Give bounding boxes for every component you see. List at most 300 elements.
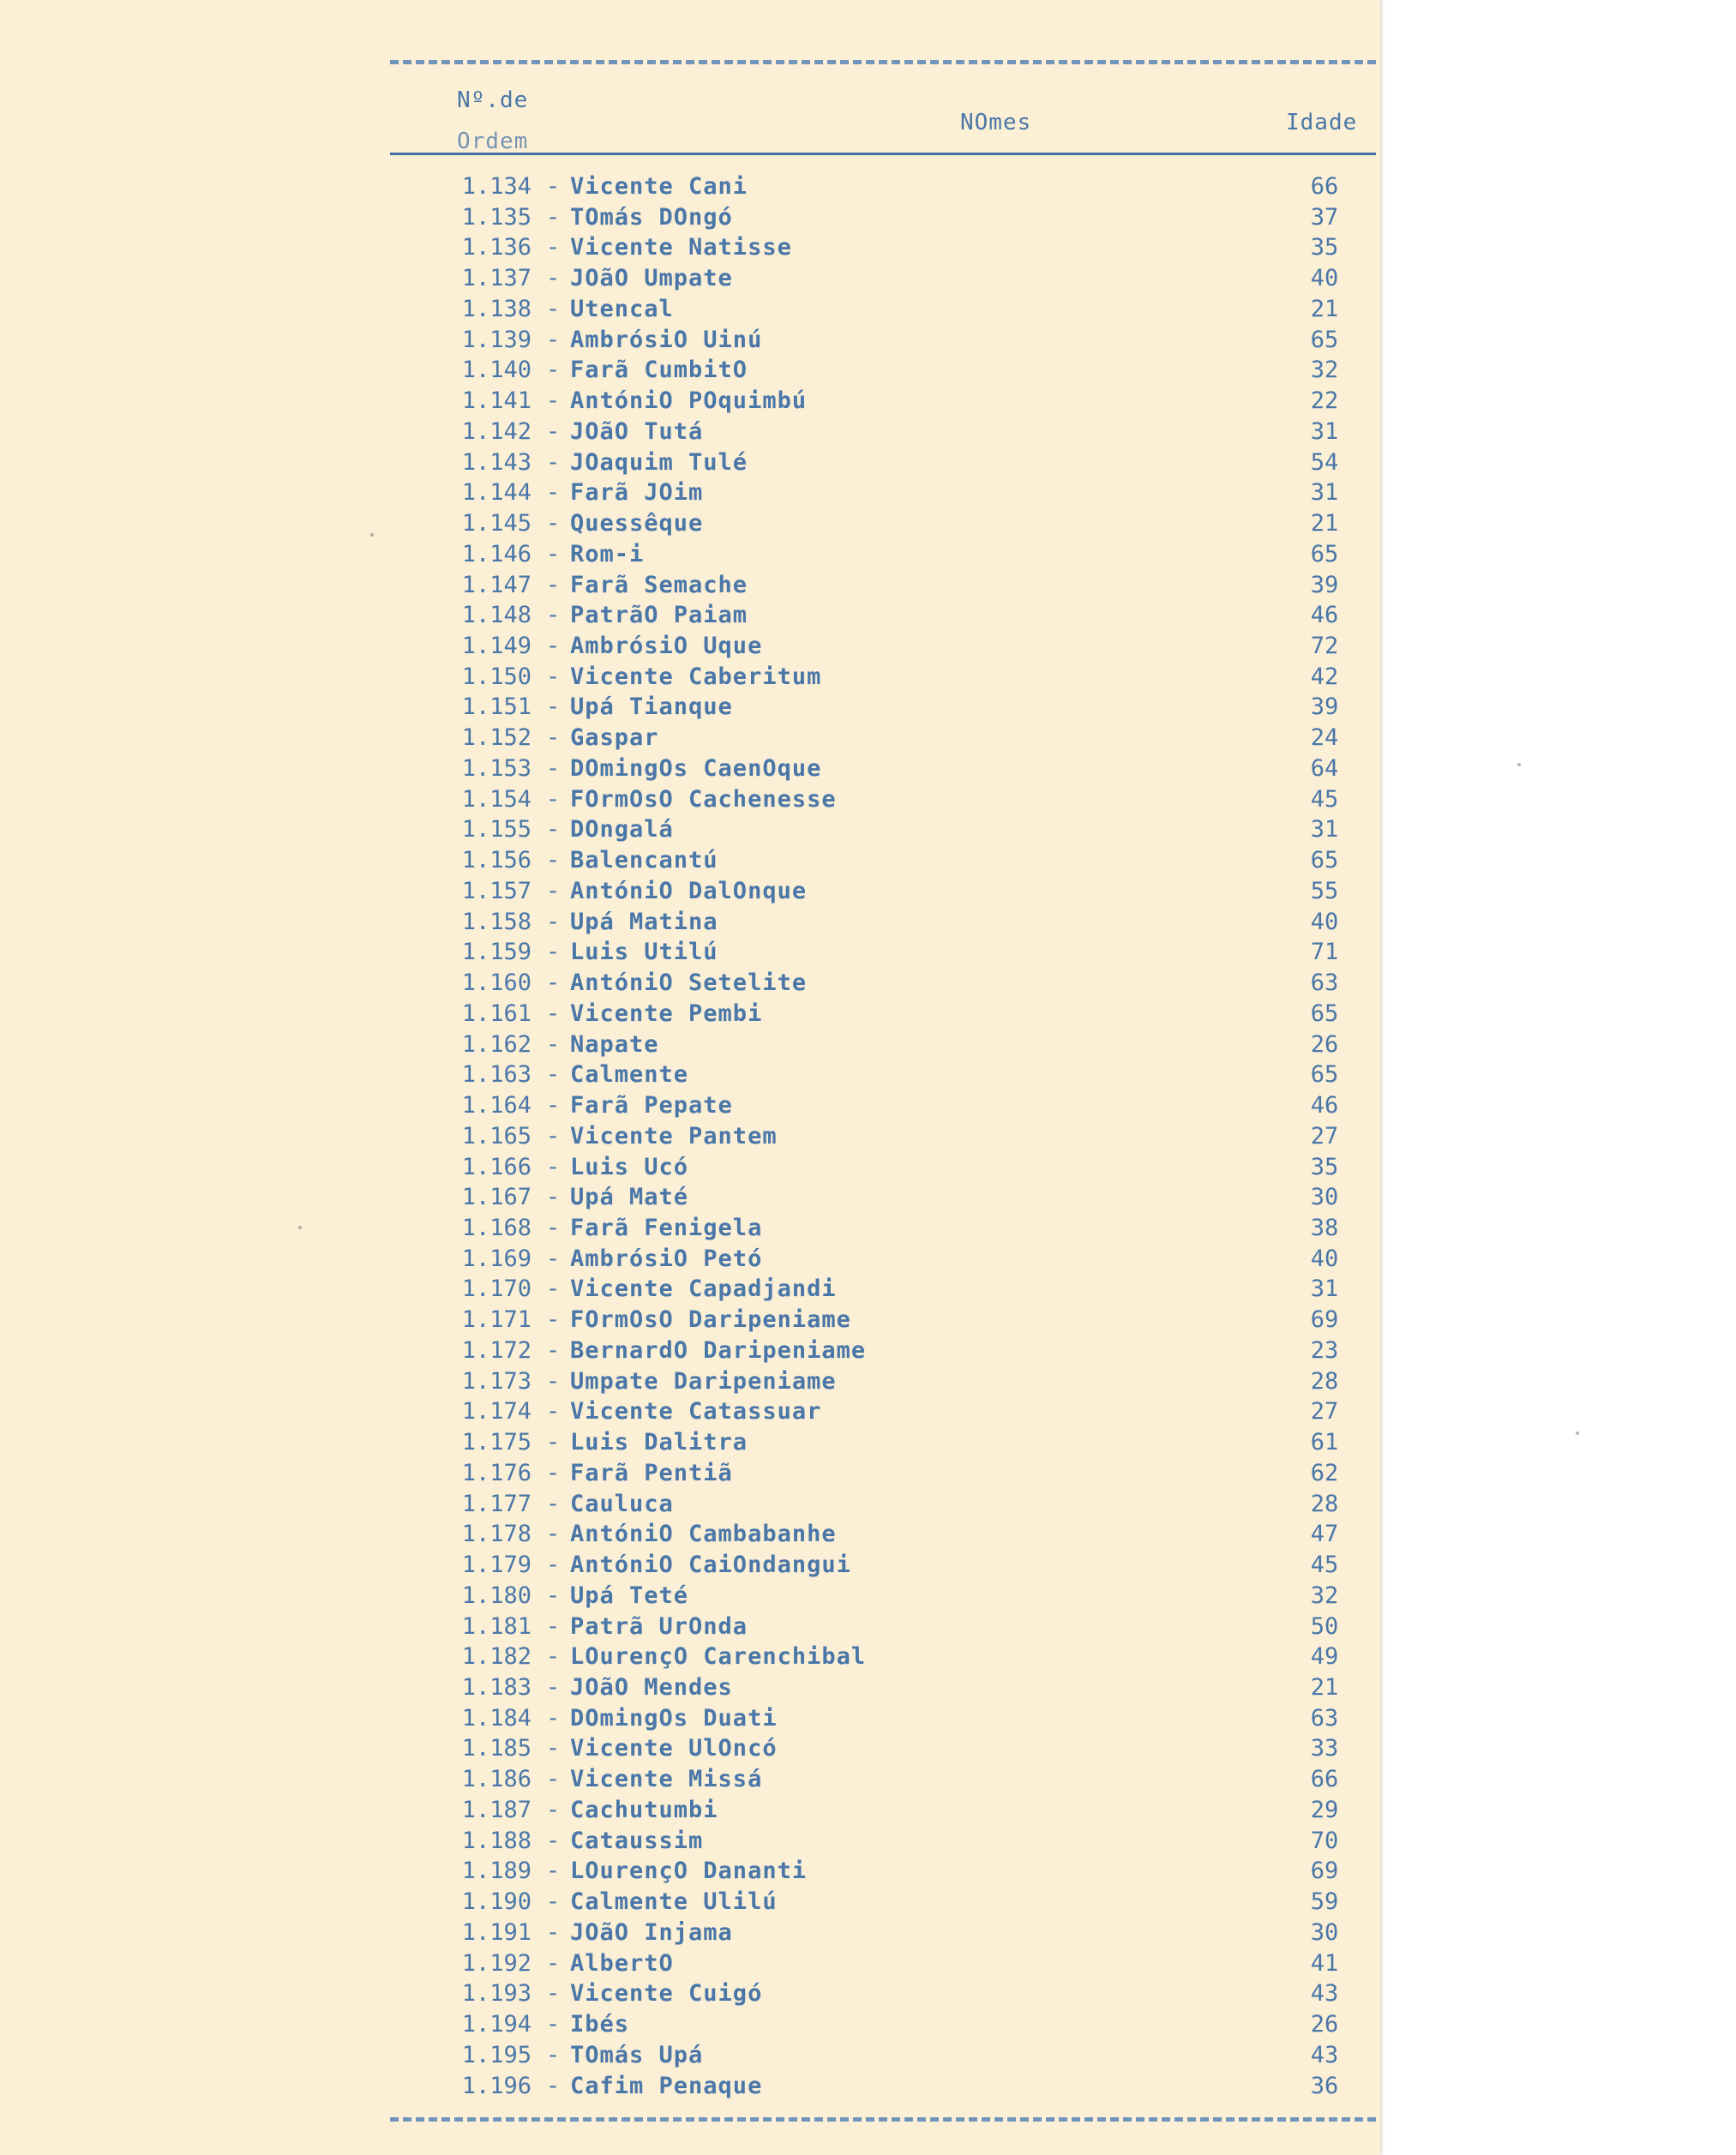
list-item — [424, 1519, 1376, 1550]
person-age: 26 — [1310, 1030, 1339, 1058]
order-number: 1.174 — [461, 1398, 532, 1426]
list-item — [424, 1612, 1376, 1642]
person-name: JOãO Injama — [570, 1918, 733, 1946]
person-name: AmbrósiO Uque — [570, 633, 763, 660]
separator-dash: - — [545, 1398, 561, 1426]
order-number: 1.168 — [461, 1214, 532, 1241]
order-number: 1.170 — [461, 1276, 532, 1303]
paper-speck — [1517, 763, 1521, 766]
person-name: Farã JOim — [570, 479, 704, 507]
person-age: 27 — [1310, 1398, 1339, 1426]
list-item — [424, 662, 1376, 693]
order-number: 1.161 — [461, 999, 532, 1027]
person-name: JOãO Tutá — [570, 417, 704, 445]
person-name: TOmás Upá — [570, 2041, 704, 2068]
person-age: 32 — [1310, 357, 1339, 384]
person-age: 38 — [1310, 1214, 1339, 1241]
person-age: 31 — [1310, 1276, 1339, 1303]
list-item — [424, 968, 1376, 999]
separator-dash: - — [545, 1918, 561, 1946]
list-item — [424, 1642, 1376, 1672]
list-item — [424, 232, 1376, 263]
separator-dash: - — [545, 1367, 561, 1395]
person-age: 71 — [1310, 939, 1339, 966]
list-item — [424, 1918, 1376, 1948]
header-underline — [390, 153, 1376, 155]
order-number: 1.162 — [461, 1030, 532, 1058]
separator-dash: - — [545, 1245, 561, 1272]
person-name: AntóniO POquimbú — [570, 387, 808, 415]
order-number: 1.182 — [461, 1643, 532, 1671]
order-number: 1.153 — [461, 754, 532, 782]
person-name: Gaspar — [570, 724, 659, 752]
person-age: 69 — [1310, 1858, 1339, 1885]
person-age: 65 — [1310, 326, 1339, 353]
separator-dash: - — [545, 2011, 561, 2038]
list-item — [424, 1795, 1376, 1826]
list-item — [424, 539, 1376, 570]
order-number: 1.173 — [461, 1367, 532, 1395]
person-age: 29 — [1310, 1796, 1339, 1823]
separator-dash: - — [545, 1858, 561, 1885]
person-age: 45 — [1310, 785, 1339, 813]
separator-dash: - — [545, 754, 561, 782]
separator-dash: - — [545, 908, 561, 935]
person-age: 69 — [1310, 1306, 1339, 1334]
person-age: 21 — [1310, 1673, 1339, 1701]
separator-dash: - — [545, 1766, 561, 1793]
person-name: Calmente Ulilú — [570, 1888, 778, 1916]
order-number: 1.147 — [461, 571, 532, 598]
order-number: 1.186 — [461, 1766, 532, 1793]
person-name: Vicente Catassuar — [570, 1398, 822, 1426]
list-item — [424, 1948, 1376, 1979]
person-name: Cafim Penaque — [570, 2072, 763, 2099]
person-name: Cauluca — [570, 1490, 674, 1517]
person-age: 61 — [1310, 1429, 1339, 1456]
person-age: 54 — [1310, 448, 1339, 476]
person-age: 59 — [1310, 1888, 1339, 1916]
list-item — [424, 1213, 1376, 1244]
list-item — [424, 2040, 1376, 2071]
list-item — [424, 999, 1376, 1029]
order-number: 1.134 — [461, 173, 532, 200]
order-number: 1.159 — [461, 939, 532, 966]
list-item — [424, 2009, 1376, 2040]
list-item — [424, 325, 1376, 356]
paper-speck — [370, 533, 374, 537]
separator-dash: - — [545, 1336, 561, 1364]
list-item — [424, 1764, 1376, 1795]
separator-dash: - — [545, 1276, 561, 1303]
person-age: 45 — [1310, 1552, 1339, 1579]
order-number: 1.192 — [461, 1949, 532, 1977]
person-name: TOmás DOngó — [570, 203, 733, 231]
list-item — [424, 1978, 1376, 2009]
order-number: 1.179 — [461, 1552, 532, 1579]
person-age: 42 — [1310, 663, 1339, 690]
person-age: 30 — [1310, 1184, 1339, 1211]
list-item — [424, 753, 1376, 784]
person-name: Ibés — [570, 2011, 630, 2038]
person-name: Vicente Natisse — [570, 234, 792, 261]
person-name: Calmente — [570, 1061, 689, 1089]
person-name: Vicente Pantem — [570, 1122, 778, 1150]
person-age: 70 — [1310, 1827, 1339, 1854]
separator-dash: - — [545, 1521, 561, 1548]
order-number: 1.194 — [461, 2011, 532, 2038]
separator-dash: - — [545, 2072, 561, 2099]
paper-speck — [1576, 1432, 1579, 1435]
order-number: 1.148 — [461, 602, 532, 629]
order-number: 1.176 — [461, 1459, 532, 1486]
order-number: 1.175 — [461, 1429, 532, 1456]
order-number: 1.146 — [461, 540, 532, 567]
separator-dash: - — [545, 357, 561, 384]
list-item — [424, 1121, 1376, 1152]
list-item — [424, 1672, 1376, 1703]
person-age: 41 — [1310, 1949, 1339, 1977]
person-age: 43 — [1310, 1980, 1339, 2008]
person-age: 28 — [1310, 1490, 1339, 1517]
list-item — [424, 723, 1376, 753]
person-name: Napate — [570, 1030, 659, 1058]
person-age: 49 — [1310, 1643, 1339, 1671]
person-name: Upá Teté — [570, 1582, 689, 1609]
order-number: 1.184 — [461, 1704, 532, 1732]
list-item — [424, 417, 1376, 447]
separator-dash: - — [545, 1980, 561, 2008]
person-age: 40 — [1310, 908, 1339, 935]
separator-dash: - — [545, 173, 561, 200]
separator-dash: - — [545, 295, 561, 322]
person-name: Farã Pepate — [570, 1092, 733, 1120]
list-item — [424, 263, 1376, 294]
person-age: 28 — [1310, 1367, 1339, 1395]
order-number: 1.169 — [461, 1245, 532, 1272]
person-name: AntóniO DalOnque — [570, 877, 808, 904]
header-age-label: Idade — [1286, 110, 1358, 135]
separator-dash: - — [545, 510, 561, 537]
order-number: 1.152 — [461, 724, 532, 752]
list-item — [424, 1427, 1376, 1458]
list-item — [424, 570, 1376, 601]
order-number: 1.144 — [461, 479, 532, 507]
separator-dash: - — [545, 1061, 561, 1089]
top-dashed-rule — [390, 60, 1376, 64]
person-age: 26 — [1310, 2011, 1339, 2038]
person-age: 72 — [1310, 633, 1339, 660]
order-number: 1.138 — [461, 295, 532, 322]
list-item — [424, 1059, 1376, 1090]
person-name: DOngalá — [570, 816, 674, 843]
order-number: 1.167 — [461, 1184, 532, 1211]
order-number: 1.135 — [461, 203, 532, 231]
person-name: DOmingOs Duati — [570, 1704, 778, 1732]
person-age: 65 — [1310, 847, 1339, 874]
list-item — [424, 171, 1376, 202]
separator-dash: - — [545, 203, 561, 231]
person-age: 22 — [1310, 387, 1339, 415]
order-number: 1.185 — [461, 1735, 532, 1762]
order-number: 1.149 — [461, 633, 532, 660]
separator-dash: - — [545, 1552, 561, 1579]
person-name: Vicente Missá — [570, 1766, 763, 1793]
person-age: 63 — [1310, 1704, 1339, 1732]
order-number: 1.156 — [461, 847, 532, 874]
order-number: 1.160 — [461, 969, 532, 997]
list-item — [424, 1244, 1376, 1275]
order-number: 1.191 — [461, 1918, 532, 1946]
separator-dash: - — [545, 1306, 561, 1334]
person-age: 30 — [1310, 1918, 1339, 1946]
list-item — [424, 1029, 1376, 1060]
order-number: 1.178 — [461, 1521, 532, 1548]
separator-dash: - — [545, 816, 561, 843]
list-item — [424, 937, 1376, 968]
person-age: 23 — [1310, 1336, 1339, 1364]
list-item — [424, 1182, 1376, 1213]
person-name: Patrã UrOnda — [570, 1612, 748, 1640]
list-item — [424, 1336, 1376, 1366]
list-item — [424, 600, 1376, 631]
person-age: 31 — [1310, 479, 1339, 507]
separator-dash: - — [545, 479, 561, 507]
separator-dash: - — [545, 602, 561, 629]
separator-dash: - — [545, 1949, 561, 1977]
separator-dash: - — [545, 693, 561, 721]
person-age: 64 — [1310, 754, 1339, 782]
person-name: JOaquim Tulé — [570, 448, 748, 476]
separator-dash: - — [545, 1612, 561, 1640]
separator-dash: - — [545, 1092, 561, 1120]
person-name: Vicente Cani — [570, 173, 748, 200]
order-number: 1.137 — [461, 265, 532, 292]
person-name: Utencal — [570, 295, 674, 322]
person-age: 21 — [1310, 510, 1339, 537]
person-age: 35 — [1310, 234, 1339, 261]
order-number: 1.143 — [461, 448, 532, 476]
list-item — [424, 355, 1376, 386]
list-item — [424, 1396, 1376, 1427]
person-age: 39 — [1310, 571, 1339, 598]
order-number: 1.181 — [461, 1612, 532, 1640]
list-item — [424, 876, 1376, 907]
person-age: 65 — [1310, 999, 1339, 1027]
order-number: 1.157 — [461, 877, 532, 904]
separator-dash: - — [545, 571, 561, 598]
separator-dash: - — [545, 1827, 561, 1854]
person-age: 33 — [1310, 1735, 1339, 1762]
order-number: 1.136 — [461, 234, 532, 261]
person-age: 50 — [1310, 1612, 1339, 1640]
person-name: Upá Maté — [570, 1184, 689, 1211]
person-name: AntóniO Cambabanhe — [570, 1521, 837, 1548]
person-age: 40 — [1310, 265, 1339, 292]
list-item — [424, 1550, 1376, 1581]
person-age: 37 — [1310, 203, 1339, 231]
order-number: 1.177 — [461, 1490, 532, 1517]
list-item — [424, 1733, 1376, 1764]
person-name: Luis Utilú — [570, 939, 718, 966]
separator-dash: - — [545, 969, 561, 997]
list-item — [424, 386, 1376, 417]
separator-dash: - — [545, 1184, 561, 1211]
separator-dash: - — [545, 633, 561, 660]
person-age: 63 — [1310, 969, 1339, 997]
order-number: 1.158 — [461, 908, 532, 935]
person-name: Vicente Pembi — [570, 999, 763, 1027]
header-number-label: Nº.de — [457, 87, 529, 113]
list-item — [424, 692, 1376, 723]
person-age: 31 — [1310, 417, 1339, 445]
order-number: 1.189 — [461, 1858, 532, 1885]
list-item — [424, 202, 1376, 233]
person-age: 66 — [1310, 173, 1339, 200]
list-item — [424, 447, 1376, 478]
order-number: 1.193 — [461, 1980, 532, 2008]
order-number: 1.151 — [461, 693, 532, 721]
person-age: 65 — [1310, 540, 1339, 567]
person-age: 66 — [1310, 1766, 1339, 1793]
separator-dash: - — [545, 724, 561, 752]
person-name: Farã CumbitO — [570, 357, 748, 384]
order-number: 1.164 — [461, 1092, 532, 1120]
list-item — [424, 1489, 1376, 1520]
person-age: 46 — [1310, 602, 1339, 629]
order-number: 1.196 — [461, 2072, 532, 2099]
person-age: 27 — [1310, 1122, 1339, 1150]
person-name: LOurençO Carenchibal — [570, 1643, 867, 1671]
person-name: Quessêque — [570, 510, 704, 537]
separator-dash: - — [545, 540, 561, 567]
order-number: 1.155 — [461, 816, 532, 843]
list-item — [424, 1305, 1376, 1336]
bottom-dashed-rule — [390, 2117, 1376, 2122]
order-number: 1.154 — [461, 785, 532, 813]
person-name: AntóniO Setelite — [570, 969, 808, 997]
header-names-label: NOmes — [960, 110, 1032, 135]
person-name: Vicente UlOncó — [570, 1735, 778, 1762]
person-age: 43 — [1310, 2041, 1339, 2068]
separator-dash: - — [545, 1429, 561, 1456]
person-name: LOurençO Dananti — [570, 1858, 808, 1885]
separator-dash: - — [545, 1153, 561, 1180]
separator-dash: - — [545, 663, 561, 690]
person-age: 62 — [1310, 1459, 1339, 1486]
order-number: 1.171 — [461, 1306, 532, 1334]
list-item — [424, 294, 1376, 325]
list-item — [424, 1887, 1376, 1918]
separator-dash: - — [545, 785, 561, 813]
header-order-label: Ordem — [457, 129, 529, 154]
list-item — [424, 1856, 1376, 1887]
person-name: JOãO Mendes — [570, 1673, 733, 1701]
list-item — [424, 508, 1376, 539]
order-number: 1.145 — [461, 510, 532, 537]
person-age: 35 — [1310, 1153, 1339, 1180]
list-item — [424, 631, 1376, 662]
order-number: 1.165 — [461, 1122, 532, 1150]
list-item — [424, 1581, 1376, 1612]
person-age: 24 — [1310, 724, 1339, 752]
list-item — [424, 2071, 1376, 2102]
order-number: 1.166 — [461, 1153, 532, 1180]
list-item — [424, 1152, 1376, 1183]
order-number: 1.188 — [461, 1827, 532, 1854]
person-name: Upá Matina — [570, 908, 718, 935]
person-name: BernardO Daripeniame — [570, 1336, 867, 1364]
person-age: 46 — [1310, 1092, 1339, 1120]
separator-dash: - — [545, 1490, 561, 1517]
person-name: Rom-i — [570, 540, 645, 567]
person-age: 47 — [1310, 1521, 1339, 1548]
order-number: 1.140 — [461, 357, 532, 384]
list-item — [424, 845, 1376, 876]
person-age: 40 — [1310, 1245, 1339, 1272]
separator-dash: - — [545, 417, 561, 445]
separator-dash: - — [545, 1735, 561, 1762]
person-name: Vicente Capadjandi — [570, 1276, 837, 1303]
separator-dash: - — [545, 939, 561, 966]
separator-dash: - — [545, 1704, 561, 1732]
person-age: 21 — [1310, 295, 1339, 322]
person-age: 55 — [1310, 877, 1339, 904]
order-number: 1.180 — [461, 1582, 532, 1609]
separator-dash: - — [545, 1643, 561, 1671]
records-list — [424, 171, 1376, 2101]
person-name: Vicente Caberitum — [570, 663, 822, 690]
person-name: Cachutumbi — [570, 1796, 718, 1823]
separator-dash: - — [545, 1214, 561, 1241]
order-number: 1.141 — [461, 387, 532, 415]
order-number: 1.187 — [461, 1796, 532, 1823]
person-name: PatrãO Paiam — [570, 602, 748, 629]
separator-dash: - — [545, 234, 561, 261]
person-name: Cataussim — [570, 1827, 704, 1854]
list-item — [424, 1274, 1376, 1305]
person-name: Farã Pentiã — [570, 1459, 733, 1486]
person-name: AmbrósiO Petó — [570, 1245, 763, 1272]
separator-dash: - — [545, 387, 561, 415]
list-item — [424, 784, 1376, 815]
separator-dash: - — [545, 448, 561, 476]
person-name: Farã Fenigela — [570, 1214, 763, 1241]
separator-dash: - — [545, 326, 561, 353]
person-age: 31 — [1310, 816, 1339, 843]
order-number: 1.139 — [461, 326, 532, 353]
list-item — [424, 1366, 1376, 1397]
separator-dash: - — [545, 1030, 561, 1058]
person-age: 65 — [1310, 1061, 1339, 1089]
order-number: 1.142 — [461, 417, 532, 445]
person-name: AntóniO CaiOndangui — [570, 1552, 851, 1579]
separator-dash: - — [545, 1582, 561, 1609]
separator-dash: - — [545, 877, 561, 904]
person-name: FOrmOsO Cachenesse — [570, 785, 837, 813]
separator-dash: - — [545, 999, 561, 1027]
separator-dash: - — [545, 1459, 561, 1486]
separator-dash: - — [545, 2041, 561, 2068]
separator-dash: - — [545, 1796, 561, 1823]
order-number: 1.195 — [461, 2041, 532, 2068]
person-name: AmbrósiO Uinú — [570, 326, 763, 353]
order-number: 1.150 — [461, 663, 532, 690]
separator-dash: - — [545, 847, 561, 874]
person-age: 39 — [1310, 693, 1339, 721]
person-age: 32 — [1310, 1582, 1339, 1609]
person-name: Luis Ucó — [570, 1153, 689, 1180]
